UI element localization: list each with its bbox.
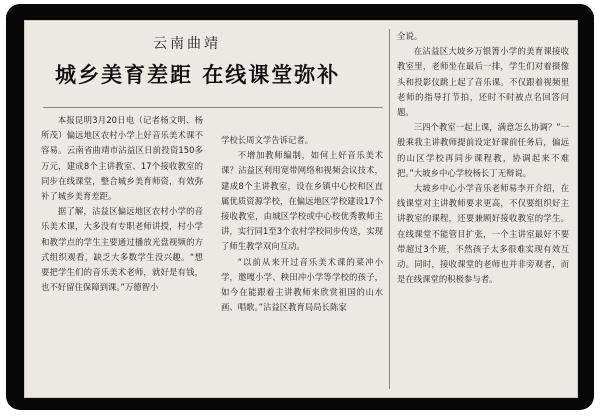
paragraph: 全说。 <box>397 31 423 41</box>
horizontal-rule <box>43 107 383 108</box>
paragraph: 不增加教师编制，如何上好音乐美术课？沾益区利用宽带网络和视频会议技术，建成8个主讲教室，设在乡镇中心校和区直属优质资源学校，在偏远地区学校建设17个接收教室，由城区学校或中心校优秀教师主讲，实行同1至3个农村学校同步传送，实现了师生教学双向互动。 <box>221 150 383 252</box>
column-rule <box>389 29 390 389</box>
article-column-3 <box>397 29 569 391</box>
location-kicker: 云南曲靖 <box>153 36 221 52</box>
paragraph: “以前从来开过音乐美术课的菜冲小学，邀嘎小学、秧田冲小学等学校的孩子，如今在能跟着主讲教师来欣赏祖国的山水画、唱歌。”沾益区教育局局长陈家 <box>221 256 383 313</box>
paragraph: 学校长周文学告诉记者。 <box>221 135 314 145</box>
headline: 城乡美育差距 在线课堂弥补 <box>55 63 341 87</box>
paragraph: 据了解，沾益区偏远地区农村小学的音乐美术课，大多没有专职老师讲授，村小学和教学点的学生主要通过播放光盘视频的方式组织观看，缺乏大多数学生没兴趣。“想要把学生们的音乐美术老师，就好是有钱，也不好留住保障到课。”万德智小 <box>41 206 203 293</box>
newspaper-clipping <box>24 20 578 398</box>
article-column-1 <box>41 113 203 391</box>
paragraph: 三四个教室一起上课，满意怎么协调？”一般乘我主讲教师提前设定好课前任务后，偏远的山区学校再同步课程教，协调起来不难把。”大坡乡中心学校杨长丁无辩说。 <box>397 122 569 178</box>
paragraph: 本报昆明3月20日电（记者杨文明、杨所茂）偏远地区农村小学上好音乐美术课不容易。云南省曲靖市沾益区日前投资150多万元，建成8个主讲教室、17个接收教室的同步在线课堂，整合城乡美育师资，有效弥补了城乡美育差距。 <box>41 115 203 202</box>
article-column-2 <box>221 133 383 391</box>
paragraph: 大坡乡中心小学音乐老师易李开介绍，在线课堂对主讲教师要求更高，不仅要组织好主讲教室的课程，还要兼顾好接收教室的学生。在线课堂不能管目扩张，一个主讲室最好不要带超过3个班，不然孩子太多很难实现有效互动。同时，接收课堂的老师也并非旁观者，而是在线课堂的积极参与者。 <box>397 183 569 285</box>
paragraph: 在沾益区大坡乡万银箐小学的美育课接收教室里，老师坐在最后一排，学生们对着摄像头和投影仪跳上起了音乐课。不仅跟着视频里老师的指导打节拍，还时不时被点名回答问题。 <box>397 46 569 118</box>
